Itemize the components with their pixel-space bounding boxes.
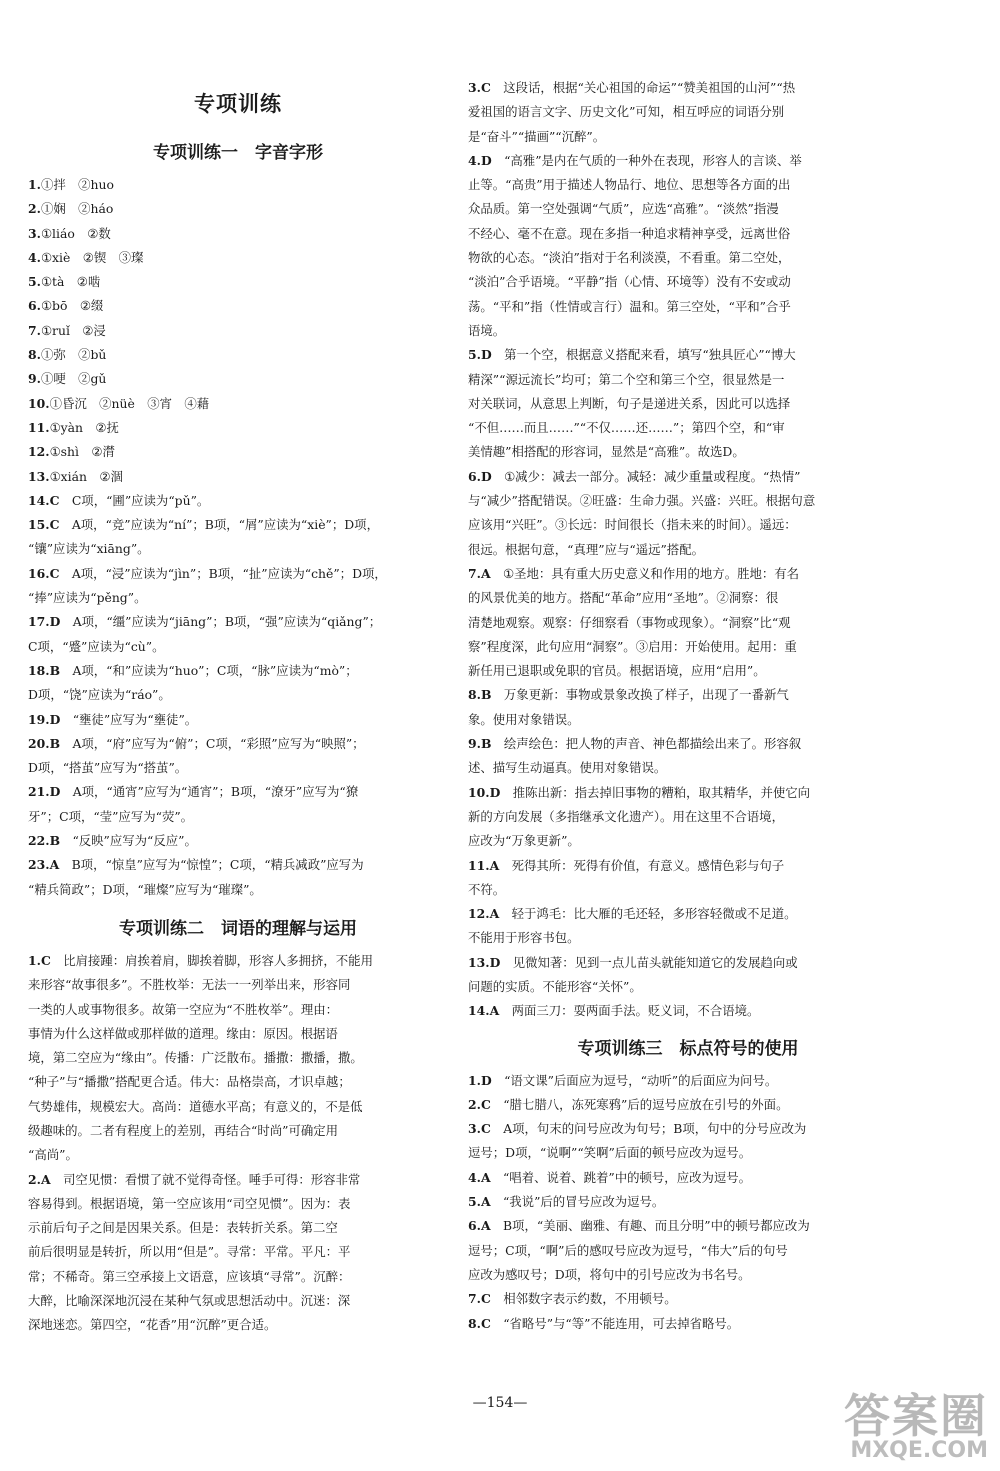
answer-text: B项，“美丽、幽雅、有趣、而且分明”中的顿号都应改为 bbox=[502, 1218, 810, 1234]
answer-text: 的风景优美的地方。搭配“革命”应用“圣地”。②洞察：很 bbox=[468, 590, 779, 606]
answer-choice: B bbox=[49, 662, 73, 678]
answer-text: 常；不稀奇。第三空承接上文语意，应该填“寻常”。沉醉： bbox=[28, 1268, 351, 1284]
answer-text: “精兵简政”；D项，“璀燦”应写为“璀璨”。 bbox=[28, 881, 262, 897]
answer-text: “淡泊”合乎语境。“平静”指（心情、环境等）没有不安或动 bbox=[468, 274, 791, 290]
answer-line bbox=[468, 465, 908, 489]
item-number: 7. bbox=[468, 565, 481, 581]
item-number: 8. bbox=[468, 1315, 481, 1331]
answer-text: 新任用已退职或免职的官员。根据语境，应用“启用”。 bbox=[468, 663, 766, 679]
answer-choice: D bbox=[49, 784, 73, 800]
item-number: 6. bbox=[468, 1218, 481, 1234]
item-number: 8. bbox=[28, 347, 41, 363]
item-number: 15. bbox=[28, 517, 50, 533]
section-title-2: 专项训练二 词语的理解与运用 bbox=[119, 918, 357, 939]
answer-text: 语境。 bbox=[468, 322, 506, 338]
item-number: 11. bbox=[28, 419, 50, 435]
answer-text: ①弥 ②bǔ bbox=[40, 347, 107, 363]
answer-line bbox=[468, 368, 908, 392]
answer-choice: A bbox=[480, 1194, 503, 1210]
answer-choice: B bbox=[480, 687, 504, 703]
answer-line bbox=[468, 1263, 908, 1287]
answer-text: A项，“缰”应读为“jiāng”；B项，“强”应读为“qiǎng”； bbox=[72, 614, 382, 630]
item-number: 12. bbox=[28, 444, 50, 460]
item-number: 13. bbox=[468, 954, 490, 970]
answer-text: 事情为什么这样做或那样做的道理。缘由：原因。根据语 bbox=[28, 1025, 338, 1041]
answer-text: ①拌 ②huo bbox=[40, 177, 114, 192]
answer-text: 相邻数字表示约数，不用顿号。 bbox=[503, 1291, 677, 1307]
answer-text: “镶”应读为“xiāng”。 bbox=[28, 541, 150, 557]
answer-text: ①bō ②缀 bbox=[40, 298, 104, 314]
answer-text: ①哽 ②gǔ bbox=[40, 371, 107, 387]
answer-line bbox=[28, 610, 448, 634]
answer-line bbox=[28, 440, 448, 464]
answer-text: ①娴 ②háo bbox=[40, 201, 114, 217]
answer-line bbox=[28, 973, 448, 997]
answer-line bbox=[28, 489, 448, 513]
page-number: —154— bbox=[472, 1395, 528, 1411]
answer-choice: A bbox=[480, 565, 503, 581]
answer-line bbox=[28, 513, 448, 537]
item-number: 1. bbox=[28, 952, 41, 968]
answer-text: ①tà ②啮 bbox=[40, 274, 101, 290]
item-number: 9. bbox=[468, 736, 481, 752]
answer-line bbox=[28, 586, 448, 610]
answer-text: 级趣味的。二者有程度上的差别，再结合“时尚”可确定用 bbox=[28, 1122, 339, 1138]
answer-choice: D bbox=[489, 784, 513, 800]
answer-choice: A bbox=[480, 1169, 503, 1185]
answer-choice: A bbox=[489, 1003, 512, 1019]
answer-choice: C bbox=[49, 517, 72, 533]
answer-text: 牙”；C项，“莹”应写为“荧”。 bbox=[28, 808, 194, 824]
answer-text: ①圣地：具有重大历史意义和作用的地方。胜地：有名 bbox=[502, 565, 800, 581]
right-column bbox=[468, 76, 908, 1336]
answer-text: 逗号；D项，“说啊”“笑啊”后面的顿号应改为逗号。 bbox=[468, 1145, 752, 1161]
answer-text: ①ruǐ ②浸 bbox=[40, 322, 106, 338]
answer-text: 司空见惯：看惯了就不觉得奇怪。唾手可得：形容非常 bbox=[62, 1171, 361, 1187]
item-number: 2. bbox=[28, 201, 41, 217]
answer-line bbox=[28, 367, 448, 391]
answer-text: 很远。根据句意，“真理”应与“遥远”搭配。 bbox=[468, 541, 704, 557]
answer-line bbox=[468, 951, 908, 975]
answer-line bbox=[28, 319, 448, 343]
answer-text: 清楚地观察。观察：仔细察看（事物或现象）。“洞察”比“观 bbox=[468, 614, 791, 630]
item-number: 6. bbox=[468, 468, 481, 484]
answer-line bbox=[468, 295, 908, 319]
item-number: 20. bbox=[28, 735, 50, 751]
answer-text: 深地迷恋。第四空，“花香”用“沉醉”更合适。 bbox=[28, 1317, 277, 1333]
answer-choice: D bbox=[480, 347, 505, 363]
answer-choice: B bbox=[480, 736, 504, 752]
answer-text: “不但……而且……”“不仅……还……”；第四个空，和“审 bbox=[468, 420, 785, 436]
item-number: 4. bbox=[28, 249, 41, 265]
answer-line bbox=[28, 343, 448, 367]
answer-text: 大醉，比喻深深地沉浸在某种气氛或思想活动中。沉迷：深 bbox=[28, 1293, 351, 1309]
answer-line bbox=[28, 659, 448, 683]
section-2-continued-list bbox=[468, 76, 908, 1024]
item-number: 4. bbox=[468, 1169, 481, 1185]
answer-line bbox=[28, 853, 448, 877]
answer-line bbox=[468, 975, 908, 999]
watermark bbox=[778, 1380, 988, 1466]
answer-choice: C bbox=[49, 565, 72, 581]
answer-text: “壅徒”应写为“壅徒”。 bbox=[72, 711, 198, 727]
answer-text: 第一个空，根据意义搭配来看，填写“独具匠心”“博大 bbox=[504, 347, 796, 363]
answer-line bbox=[468, 1190, 908, 1214]
answer-text: 止等。“高贵”用于描述人物品行、地位、思想等各方面的出 bbox=[468, 177, 791, 193]
answer-line bbox=[468, 440, 908, 464]
answer-choice: D bbox=[480, 468, 505, 484]
answer-text: 荡。“平和”指（性情或言行）温和。第三空处，“平和”合乎 bbox=[468, 298, 791, 314]
item-number: 10. bbox=[28, 395, 50, 411]
answer-text: 应改为感叹号；D项，将句中的引号应改为书名号。 bbox=[468, 1266, 751, 1282]
answer-line bbox=[468, 708, 908, 732]
item-number: 10. bbox=[468, 784, 490, 800]
answer-line bbox=[468, 878, 908, 902]
answer-text: 精深”“源远流长”均可；第二个空和第三个空，很显然是一 bbox=[468, 371, 785, 387]
answer-line bbox=[468, 173, 908, 197]
answer-text: “高雅”是内在气质的一种外在表现，形容人的言谈、举 bbox=[504, 152, 802, 168]
answer-choice: D bbox=[49, 711, 73, 727]
answer-text: 象。使用对象错误。 bbox=[468, 711, 580, 727]
answer-text: “捧”应读为“pěng”。 bbox=[28, 590, 147, 606]
answer-text: “高尚”。 bbox=[28, 1147, 78, 1163]
answer-text: ①xiè ②锲 ③璨 bbox=[40, 249, 144, 265]
answer-text: ①yàn ②抚 bbox=[49, 419, 119, 435]
answer-line bbox=[468, 635, 908, 659]
answer-choice: D bbox=[480, 152, 505, 168]
answer-line bbox=[468, 1069, 908, 1093]
answer-text: ①昏沉 ②nüè ③宵 ④藉 bbox=[49, 395, 210, 411]
answer-text: 察”程度深，此句应用“洞察”。③启用：开始使用。起用：重 bbox=[468, 638, 797, 654]
item-number: 1. bbox=[468, 1072, 481, 1088]
answer-line bbox=[468, 756, 908, 780]
answer-text: 一类的人或事物很多。故第一空应为“不胜枚举”。理由： bbox=[28, 1001, 339, 1017]
answer-line bbox=[28, 416, 448, 440]
answer-line bbox=[28, 1216, 448, 1240]
answer-text: A项，“府”应写为“俯”；C项，“彩照”应写为“映照”； bbox=[72, 735, 365, 751]
item-number: 4. bbox=[468, 152, 481, 168]
answer-line bbox=[468, 562, 908, 586]
item-number: 21. bbox=[28, 784, 50, 800]
answer-text: D项，“饶”应读为“ráo”。 bbox=[28, 687, 171, 703]
answer-choice: C bbox=[40, 952, 64, 968]
answer-text: 逗号；C项，“啊”后的感叹号应改为逗号，“伟大”后的句号 bbox=[468, 1242, 788, 1258]
answer-line bbox=[28, 1265, 448, 1289]
answer-text: B项，“惊皇”应写为“惊惶”；C项，“精兵减政”应写为 bbox=[71, 857, 364, 873]
answer-line bbox=[28, 1095, 448, 1119]
item-number: 8. bbox=[468, 687, 481, 703]
answer-line bbox=[468, 270, 908, 294]
answer-text: A项，“浸”应读为“jìn”；B项，“扯”应读为“chě”；D项， bbox=[71, 565, 387, 581]
answer-text: 示前后句子之间是因果关系。但是：表转折关系。第二空 bbox=[28, 1220, 338, 1236]
answer-text: 前后很明显是转折，所以用“但是”。寻常：平常。平凡：平 bbox=[28, 1244, 351, 1260]
answer-text: 容易得到。根据语境，第一空应该用“司空见惯”。因为：表 bbox=[28, 1195, 351, 1211]
answer-text: A项，句末的问号应改为句号；B项，句中的分号应改为 bbox=[503, 1121, 807, 1137]
answer-line bbox=[468, 1141, 908, 1165]
item-number: 23. bbox=[28, 857, 50, 873]
answer-text: “反映”应写为“反应”。 bbox=[72, 833, 197, 849]
item-number: 2. bbox=[468, 1096, 481, 1112]
answer-text: “语文课”后面应为逗号，“动听”的后面应为问号。 bbox=[504, 1072, 778, 1088]
answer-choice: B bbox=[49, 833, 73, 849]
answer-line bbox=[28, 1119, 448, 1143]
answer-text: C项，“蹙”应读为“cù”。 bbox=[28, 638, 165, 654]
answer-line bbox=[468, 611, 908, 635]
section-2-list bbox=[28, 949, 448, 1338]
answer-line bbox=[468, 100, 908, 124]
item-number: 14. bbox=[28, 492, 50, 508]
answer-text: 万象更新：事物或景象改换了样子，出现了一番新气 bbox=[503, 687, 789, 703]
answer-line bbox=[28, 949, 448, 973]
answer-line bbox=[468, 732, 908, 756]
answer-line bbox=[468, 781, 908, 805]
answer-choice: A bbox=[49, 857, 72, 873]
answer-text: A项，“通宵”应写为“通宵”；B项，“潦牙”应写为“獠 bbox=[72, 784, 359, 800]
item-number: 2. bbox=[28, 1171, 41, 1187]
answer-text: 爱祖国的语言文字、历史文化”可知，相互呼应的词语分别 bbox=[468, 104, 785, 120]
answer-text: 比肩接踵：肩挨着肩，脚挨着脚，形容人多拥挤，不能用 bbox=[63, 952, 373, 968]
section-1-list bbox=[28, 173, 448, 902]
answer-line bbox=[28, 246, 448, 270]
answer-line bbox=[28, 537, 448, 561]
answer-text: 死得其所：死得有价值，有意义。感情色彩与句子 bbox=[511, 857, 785, 873]
item-number: 13. bbox=[28, 468, 50, 484]
answer-line bbox=[468, 683, 908, 707]
answer-line bbox=[28, 1022, 448, 1046]
answer-text: 境，第二空应为“缘由”。传播：广泛散布。播撒：撒播，撒。 bbox=[28, 1050, 363, 1066]
answer-line bbox=[468, 76, 908, 100]
answer-line bbox=[28, 1289, 448, 1313]
answer-text: 来形容“故事很多”。不胜枚举：无法一一列举出来，形容同 bbox=[28, 977, 351, 993]
item-number: 16. bbox=[28, 565, 50, 581]
item-number: 3. bbox=[28, 225, 41, 241]
left-column bbox=[28, 78, 448, 1338]
answer-line bbox=[28, 805, 448, 829]
answer-choice: A bbox=[489, 857, 512, 873]
answer-line bbox=[28, 683, 448, 707]
answer-text: 述、描写生动逼真。使用对象错误。 bbox=[468, 760, 667, 776]
answer-line bbox=[468, 343, 908, 367]
answer-text: 不能用于形容书包。 bbox=[468, 930, 580, 946]
answer-line bbox=[468, 1287, 908, 1311]
item-number: 5. bbox=[468, 1194, 481, 1210]
answer-choice: C bbox=[480, 1121, 504, 1137]
answer-text: 绘声绘色：把人物的声音、神色都描绘出来了。形容叙 bbox=[503, 736, 802, 752]
item-number: 6. bbox=[28, 298, 41, 314]
answer-text: D项，“搭茧”应写为“搭茧”。 bbox=[28, 760, 188, 776]
item-number: 12. bbox=[468, 906, 490, 922]
answer-line bbox=[468, 1239, 908, 1263]
answer-text: ①liáo ②数 bbox=[40, 225, 111, 241]
item-number: 9. bbox=[28, 371, 41, 387]
answer-line bbox=[468, 1166, 908, 1190]
item-number: 3. bbox=[468, 80, 481, 95]
answer-choice: D bbox=[49, 614, 73, 630]
answer-line bbox=[28, 1192, 448, 1216]
answer-line bbox=[28, 1046, 448, 1070]
answer-text: 见微知著：见到一点儿苗头就能知道它的发展趋向或 bbox=[512, 954, 798, 970]
answer-text: C项，“圃”应读为“pǔ”。 bbox=[71, 492, 210, 508]
answer-choice: C bbox=[480, 1315, 504, 1331]
answer-choice: A bbox=[40, 1171, 63, 1187]
page-title: 专项训练 bbox=[194, 91, 282, 116]
answer-text: “省略号”与“等”不能连用，可去掉省略号。 bbox=[503, 1315, 740, 1331]
answer-line bbox=[468, 538, 908, 562]
answer-line bbox=[468, 586, 908, 610]
answer-choice: D bbox=[480, 1072, 505, 1088]
answer-line bbox=[28, 222, 448, 246]
item-number: 14. bbox=[468, 1003, 490, 1019]
answer-text: 新的方向发展（多指继承文化遗产）。用在这里不合语境， bbox=[468, 808, 784, 824]
answer-line bbox=[28, 1313, 448, 1337]
answer-choice: D bbox=[489, 954, 513, 970]
answer-text: 不经心、毫不在意。现在多指一种追求精神享受，远离世俗 bbox=[468, 225, 791, 241]
answer-line bbox=[468, 999, 908, 1023]
item-number: 11. bbox=[468, 857, 490, 873]
answer-text: 与“减少”搭配错误。②旺盛：生命力强。兴盛：兴旺。根据句意 bbox=[468, 493, 816, 509]
answer-text: 两面三刀：耍两面手法。贬义词，不合语境。 bbox=[511, 1003, 760, 1019]
answer-text: “腊七腊八，冻死寒鸦”后的逗号应放在引号的外面。 bbox=[503, 1096, 789, 1112]
answer-line bbox=[28, 829, 448, 853]
answer-text: A项，“竞”应读为“ní”；B项，“屑”应读为“xiè”；D项， bbox=[71, 517, 379, 533]
answer-line bbox=[468, 1117, 908, 1141]
answer-line bbox=[468, 392, 908, 416]
answer-line bbox=[28, 1240, 448, 1264]
answer-line bbox=[28, 1070, 448, 1094]
answer-choice: C bbox=[480, 1096, 504, 1112]
answer-text: 美情趣”相搭配的形容词，显然是“高雅”。故选D。 bbox=[468, 444, 745, 460]
answer-line bbox=[28, 294, 448, 318]
answer-line bbox=[28, 173, 448, 197]
answer-text: 是“奋斗”“描画”“沉醉”。 bbox=[468, 128, 606, 144]
answer-line bbox=[28, 1143, 448, 1167]
answer-line bbox=[468, 1093, 908, 1117]
answer-text: ①减少：减去一部分。减轻：减少重量或程度。“热情” bbox=[504, 468, 801, 484]
answer-line bbox=[28, 635, 448, 659]
answer-line bbox=[28, 465, 448, 489]
answer-line bbox=[28, 732, 448, 756]
answer-line bbox=[468, 1312, 908, 1336]
answer-choice: C bbox=[480, 80, 504, 95]
answer-text: 应该用“兴旺”。③长远：时间很长（指未来的时间）。遥远： bbox=[468, 517, 797, 533]
answer-text: 推陈出新：指去掉旧事物的糟粕，取其精华，并使它向 bbox=[512, 784, 811, 800]
item-number: 3. bbox=[468, 1121, 481, 1137]
answer-line bbox=[468, 902, 908, 926]
answer-choice: A bbox=[480, 1218, 503, 1234]
answer-text: 物欲的心态。“淡泊”指对于名利淡漠，不看重。第二空处， bbox=[468, 250, 791, 266]
watermark-url: MXQE.COM bbox=[850, 1438, 988, 1463]
answer-line bbox=[468, 197, 908, 221]
answer-line bbox=[468, 416, 908, 440]
answer-line bbox=[28, 708, 448, 732]
answer-line bbox=[28, 562, 448, 586]
answer-line bbox=[468, 805, 908, 829]
answer-line bbox=[468, 246, 908, 270]
answer-text: 问题的实质。不能形容“关怀”。 bbox=[468, 978, 642, 994]
item-number: 22. bbox=[28, 833, 50, 849]
answer-text: “唱着、说着、跳着”中的顿号，应改为逗号。 bbox=[502, 1169, 752, 1185]
section-title-3: 专项训练三 标点符号的使用 bbox=[577, 1038, 799, 1059]
item-number: 18. bbox=[28, 662, 50, 678]
answer-text: 不符。 bbox=[468, 881, 506, 897]
answer-line bbox=[28, 756, 448, 780]
item-number: 1. bbox=[28, 177, 41, 192]
answer-line bbox=[468, 513, 908, 537]
answer-line bbox=[28, 780, 448, 804]
answer-line bbox=[28, 270, 448, 294]
answer-text: A项，“和”应读为“huo”；C项，“脉”应读为“mò”； bbox=[72, 662, 358, 678]
watermark-logo: 答案圈 bbox=[844, 1389, 988, 1443]
item-number: 19. bbox=[28, 711, 50, 727]
item-number: 7. bbox=[468, 1291, 481, 1307]
answer-text: 众品质。第一空处强调“气质”，应选“高雅”。“淡然”指漫 bbox=[468, 201, 779, 217]
answer-line bbox=[468, 926, 908, 950]
answer-line bbox=[468, 222, 908, 246]
answer-text: ①shì ②潸 bbox=[49, 444, 115, 460]
answer-choice: B bbox=[49, 735, 73, 751]
answer-line bbox=[468, 1214, 908, 1238]
answer-choice: C bbox=[49, 492, 72, 508]
answer-choice: A bbox=[489, 906, 512, 922]
answer-choice: C bbox=[480, 1291, 504, 1307]
answer-line bbox=[28, 392, 448, 416]
answer-text: 轻于鸿毛：比大雁的毛还轻，多形容轻微或不足道。 bbox=[511, 906, 797, 922]
answer-line bbox=[468, 854, 908, 878]
answer-line bbox=[468, 829, 908, 853]
answer-text: “种子”与“播撒”搭配更合适。伟大：品格崇高，才识卓越； bbox=[28, 1074, 351, 1090]
answer-line bbox=[28, 1168, 448, 1192]
answer-text: 气势雄伟，规模宏大。高尚：道德水平高；有意义的，不是低 bbox=[28, 1098, 363, 1114]
answer-line bbox=[468, 659, 908, 683]
section-title-1: 专项训练一 字音字形 bbox=[153, 143, 323, 163]
answer-line bbox=[28, 878, 448, 902]
answer-text: 这段话，根据“关心祖国的命运”“赞美祖国的山河”“热 bbox=[503, 80, 796, 95]
item-number: 7. bbox=[28, 322, 41, 338]
answer-line bbox=[468, 319, 908, 343]
answer-line bbox=[468, 125, 908, 149]
answer-line bbox=[28, 197, 448, 221]
answer-text: 应改为“万象更新”。 bbox=[468, 833, 580, 849]
item-number: 17. bbox=[28, 614, 50, 630]
answer-text: 对关联词，从意思上判断，句子是递进关系，因此可以选择 bbox=[468, 395, 791, 411]
item-number: 5. bbox=[28, 274, 41, 290]
item-number: 5. bbox=[468, 347, 481, 363]
answer-line bbox=[468, 149, 908, 173]
answer-text: “我说”后的冒号应改为逗号。 bbox=[502, 1194, 665, 1210]
answer-line bbox=[28, 998, 448, 1022]
answer-text: ①xián ②涸 bbox=[49, 468, 123, 484]
answer-line bbox=[468, 489, 908, 513]
section-3-list bbox=[468, 1069, 908, 1336]
